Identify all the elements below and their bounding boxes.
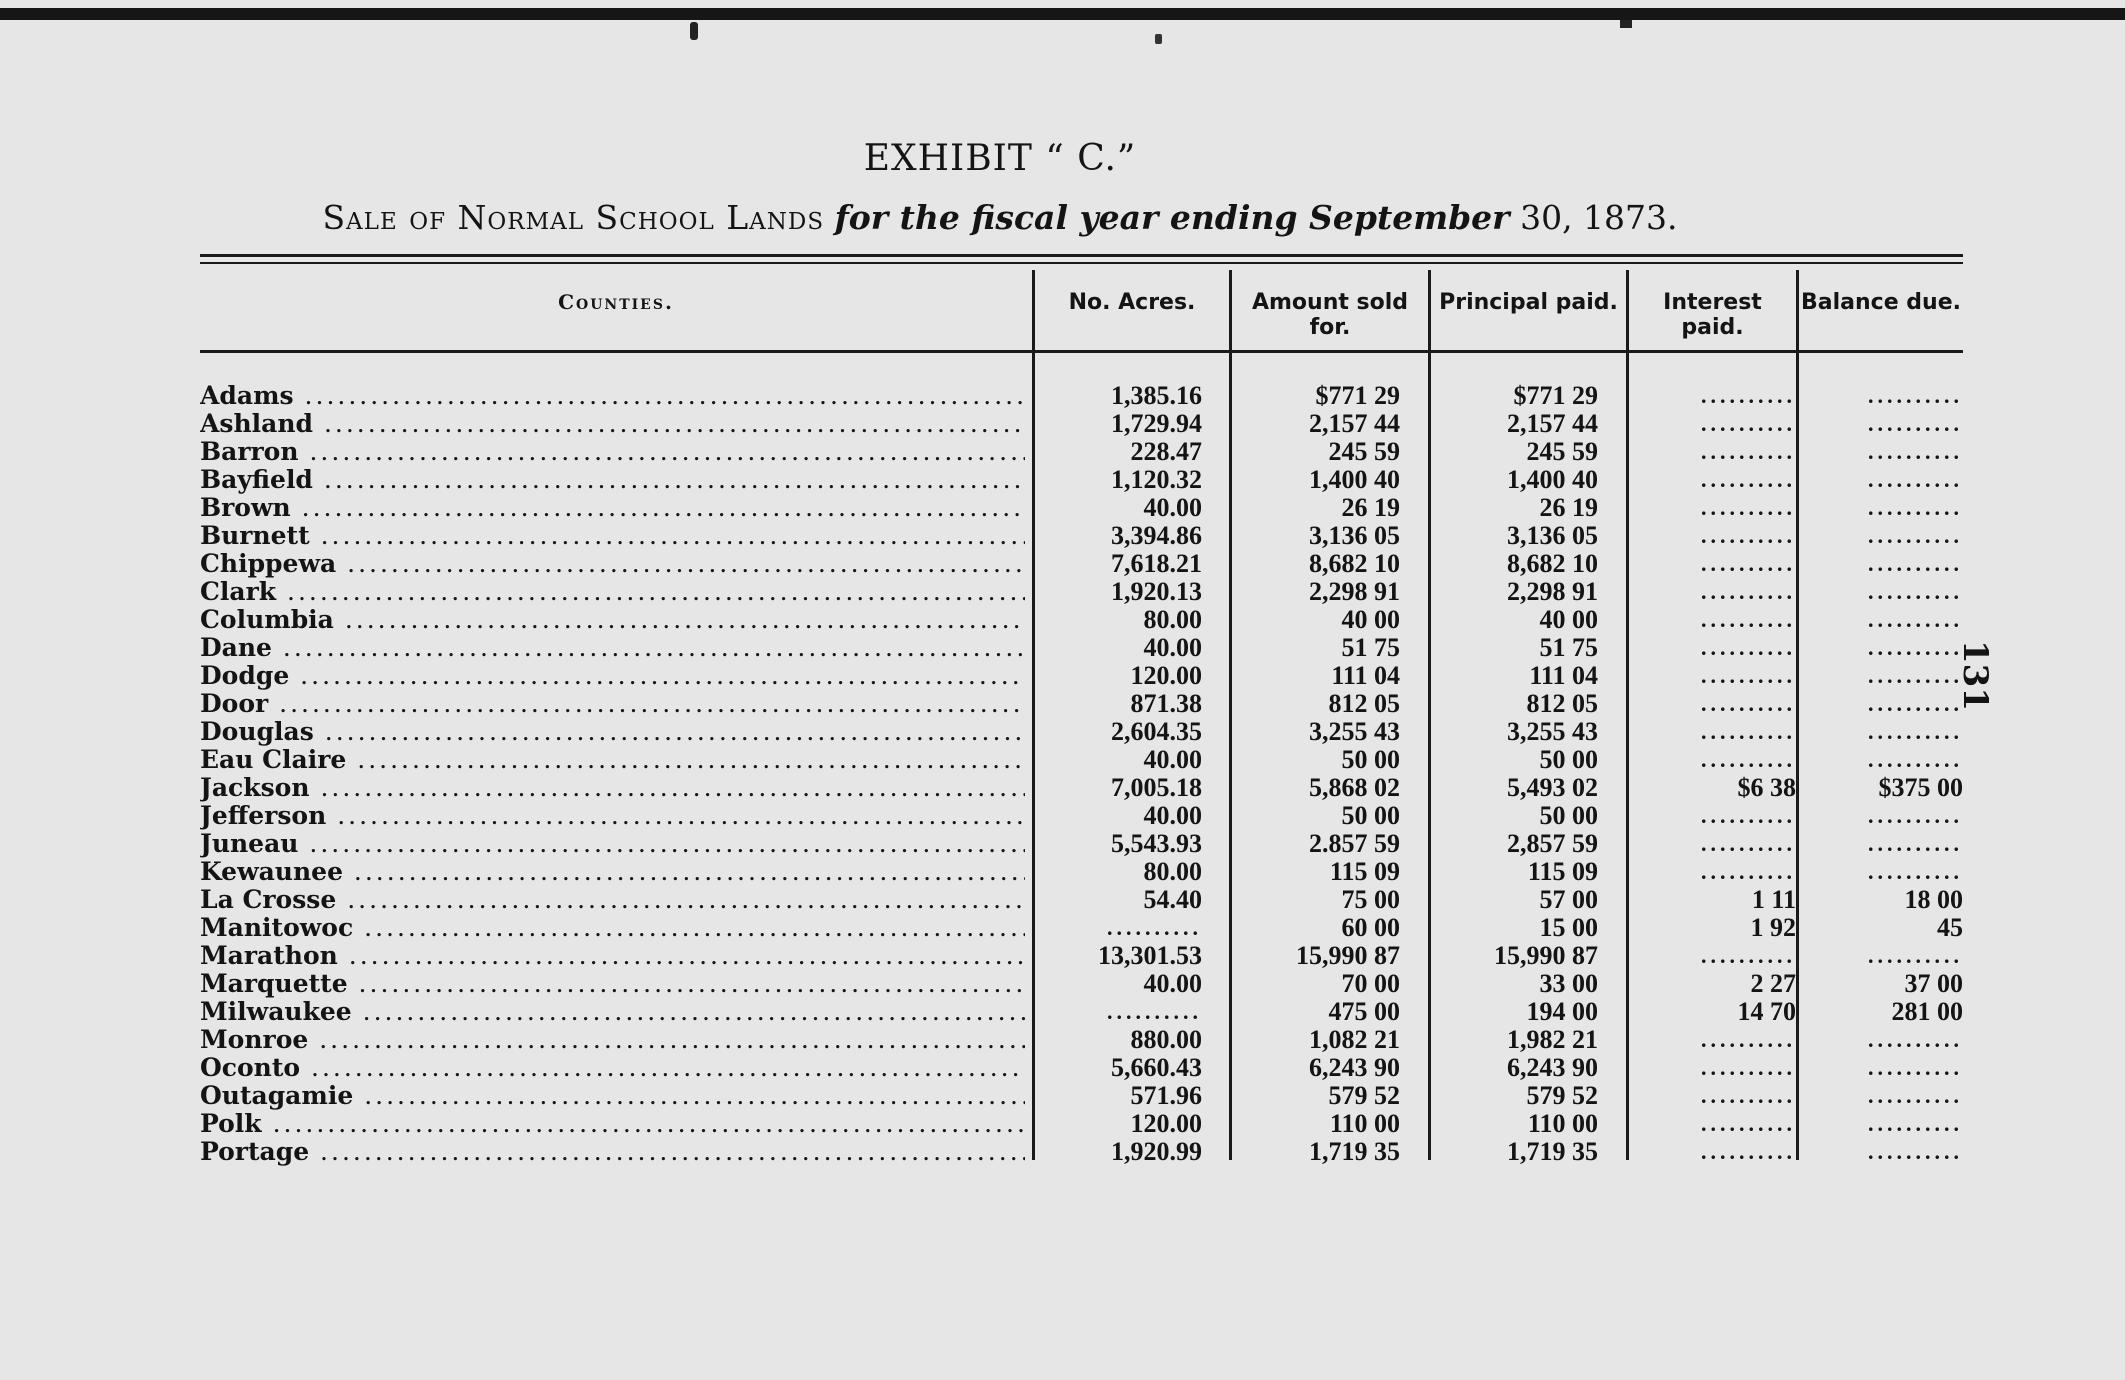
amount-sold-value: 1,400 40 [1309, 466, 1400, 494]
principal-paid-value: 51 75 [1539, 634, 1598, 662]
balance-due-value: 18 00 [1904, 886, 1963, 914]
county-name: Oconto ..... [200, 1054, 1025, 1082]
leader-dots: .......... [1701, 859, 1796, 884]
table-row [0, 746, 2125, 774]
principal-paid-value: 245 59 [1526, 438, 1598, 466]
amount-sold-value: 111 04 [1331, 662, 1400, 690]
county-name: Jefferson ..... [200, 802, 1025, 830]
amount-sold-value: 2,298 91 [1309, 578, 1400, 606]
leader-dots: .......... [1868, 1083, 1963, 1108]
interest-paid-value: 2 27 [1750, 970, 1796, 998]
amount-sold-value: 1,719 35 [1309, 1138, 1400, 1166]
top-border-rule [0, 8, 2125, 20]
county-name: Adams ..... [200, 382, 1025, 410]
table-row [0, 1054, 2125, 1082]
leader-dots: .......... [1868, 495, 1963, 520]
principal-paid-value: 3,255 43 [1507, 718, 1598, 746]
acres-value: 40.00 [1143, 970, 1202, 998]
leader-dots: .......... [1868, 859, 1963, 884]
leader-dots: .......... [1701, 495, 1796, 520]
amount-sold-value: 1,082 21 [1309, 1026, 1400, 1054]
principal-paid-value: $771 29 [1513, 382, 1598, 410]
amount-sold-value: 15,990 87 [1296, 942, 1400, 970]
leader-dots: .......... [1107, 915, 1202, 940]
interest-paid-value: $6 38 [1737, 774, 1796, 802]
acres-value: 40.00 [1143, 802, 1202, 830]
leader-dots: .......... [1701, 635, 1796, 660]
amount-sold-value: 75 00 [1341, 886, 1400, 914]
acres-value: 40.00 [1143, 634, 1202, 662]
acres-value: 80.00 [1143, 858, 1202, 886]
subtitle-date: 30, 1873. [1520, 198, 1678, 237]
balance-due-value: 45 [1937, 914, 1963, 942]
table-top-rule [200, 254, 1963, 257]
amount-sold-value: 475 00 [1328, 998, 1400, 1026]
acres-value: 120.00 [1130, 662, 1202, 690]
balance-due-value: 37 00 [1904, 970, 1963, 998]
acres-value: 40.00 [1143, 746, 1202, 774]
leader-dots: .......... [1701, 1139, 1796, 1164]
acres-value: 40.00 [1143, 494, 1202, 522]
principal-paid-value: 1,719 35 [1507, 1138, 1598, 1166]
table-row [0, 718, 2125, 746]
leader-dots: .......... [1868, 747, 1963, 772]
principal-paid-value: 115 09 [1527, 858, 1598, 886]
leader-dots: .......... [1868, 803, 1963, 828]
principal-paid-value: 2,298 91 [1507, 578, 1598, 606]
county-name: Eau Claire ..... [200, 746, 1025, 774]
county-name: La Crosse ..... [200, 886, 1025, 914]
leader-dots: .......... [1868, 1111, 1963, 1136]
principal-paid-value: 1,400 40 [1507, 466, 1598, 494]
acres-value: 5,660.43 [1111, 1054, 1202, 1082]
table-row [0, 1082, 2125, 1110]
table-row [0, 662, 2125, 690]
acres-value: 571.96 [1130, 1082, 1202, 1110]
county-name: Portage ..... [200, 1138, 1025, 1166]
header-counties: Counties. [558, 290, 674, 314]
table-row [0, 858, 2125, 886]
table-row [0, 914, 2125, 942]
leader-dots: .......... [1701, 383, 1796, 408]
table-row [0, 970, 2125, 998]
principal-paid-value: 50 00 [1539, 746, 1598, 774]
principal-paid-value: 2,157 44 [1507, 410, 1598, 438]
leader-dots: .......... [1701, 1055, 1796, 1080]
header-interest-paid: Interest paid. [1663, 290, 1762, 340]
leader-dots: .......... [1701, 663, 1796, 688]
principal-paid-value: 57 00 [1539, 886, 1598, 914]
subtitle-italic: for the fiscal year ending September [834, 198, 1510, 237]
county-name: Juneau ..... [200, 830, 1025, 858]
principal-paid-value: 812 05 [1526, 690, 1598, 718]
county-name: Clark ..... [200, 578, 1025, 606]
amount-sold-value: 50 00 [1341, 746, 1400, 774]
leader-dots: .......... [1868, 467, 1963, 492]
leader-dots: .......... [1701, 803, 1796, 828]
ink-mark [1620, 20, 1632, 28]
leader-dots: .......... [1868, 439, 1963, 464]
amount-sold-value: 40 00 [1341, 606, 1400, 634]
header-principal-paid: Principal paid. [1439, 290, 1618, 315]
leader-dots: .......... [1701, 719, 1796, 744]
acres-value: 120.00 [1130, 1110, 1202, 1138]
leader-dots: .......... [1701, 1083, 1796, 1108]
page-number: 131 [1955, 640, 1995, 711]
leader-dots: .......... [1701, 551, 1796, 576]
county-name: Douglas ..... [200, 718, 1025, 746]
county-name: Columbia ..... [200, 606, 1025, 634]
header-acres: No. Acres. [1068, 290, 1196, 315]
table-row [0, 802, 2125, 830]
county-name: Ashland ..... [200, 410, 1025, 438]
amount-sold-value: 70 00 [1341, 970, 1400, 998]
leader-dots: .......... [1868, 943, 1963, 968]
amount-sold-value: 2,157 44 [1309, 410, 1400, 438]
county-name: Outagamie ..... [200, 1082, 1025, 1110]
interest-paid-value: 1 92 [1750, 914, 1796, 942]
principal-paid-value: 6,243 90 [1507, 1054, 1598, 1082]
ink-mark [1155, 34, 1162, 44]
principal-paid-value: 3,136 05 [1507, 522, 1598, 550]
principal-paid-value: 5,493 02 [1507, 774, 1598, 802]
table-row [0, 886, 2125, 914]
table-row [0, 550, 2125, 578]
leader-dots: .......... [1701, 467, 1796, 492]
table-row [0, 578, 2125, 606]
county-name: Milwaukee ..... [200, 998, 1025, 1026]
leader-dots: .......... [1701, 691, 1796, 716]
acres-value: 1,385.16 [1111, 382, 1202, 410]
leader-dots: .......... [1701, 607, 1796, 632]
leader-dots: .......... [1868, 691, 1963, 716]
leader-dots: .......... [1701, 1027, 1796, 1052]
amount-sold-value: 6,243 90 [1309, 1054, 1400, 1082]
amount-sold-value: 5,868 02 [1309, 774, 1400, 802]
table-row [0, 1026, 2125, 1054]
acres-value: 1,120.32 [1111, 466, 1202, 494]
county-name: Dane ..... [200, 634, 1025, 662]
leader-dots: .......... [1868, 411, 1963, 436]
table-row [0, 1138, 2125, 1166]
leader-dots: .......... [1868, 607, 1963, 632]
balance-due-value: 281 00 [1891, 998, 1963, 1026]
interest-paid-value: 1 11 [1751, 886, 1796, 914]
leader-dots: .......... [1868, 831, 1963, 856]
county-name: Brown ..... [200, 494, 1025, 522]
amount-sold-value: 245 59 [1328, 438, 1400, 466]
amount-sold-value: 2.857 59 [1309, 830, 1400, 858]
amount-sold-value: $771 29 [1315, 382, 1400, 410]
leader-dots: .......... [1701, 411, 1796, 436]
county-name: Door ..... [200, 690, 1025, 718]
leader-dots: .......... [1868, 719, 1963, 744]
table-row [0, 410, 2125, 438]
amount-sold-value: 3,255 43 [1309, 718, 1400, 746]
table-row [0, 830, 2125, 858]
acres-value: 54.40 [1143, 886, 1202, 914]
leader-dots: .......... [1701, 579, 1796, 604]
principal-paid-value: 194 00 [1526, 998, 1598, 1026]
principal-paid-value: 2,857 59 [1507, 830, 1598, 858]
amount-sold-value: 51 75 [1341, 634, 1400, 662]
principal-paid-value: 33 00 [1539, 970, 1598, 998]
amount-sold-value: 115 09 [1329, 858, 1400, 886]
county-name: Marathon ..... [200, 942, 1025, 970]
leader-dots: .......... [1701, 523, 1796, 548]
exhibit-title: EXHIBIT “ C.” [863, 138, 1137, 179]
interest-paid-value: 14 70 [1737, 998, 1796, 1026]
ink-mark [690, 22, 698, 40]
table-row [0, 774, 2125, 802]
leader-dots: .......... [1868, 523, 1963, 548]
table-row [0, 998, 2125, 1026]
county-name: Bayfield ..... [200, 466, 1025, 494]
acres-value: 3,394.86 [1111, 522, 1202, 550]
amount-sold-value: 579 52 [1328, 1082, 1400, 1110]
county-name: Dodge ..... [200, 662, 1025, 690]
table-top-rule-inner [200, 262, 1963, 264]
acres-value: 13,301.53 [1098, 942, 1202, 970]
table-row [0, 466, 2125, 494]
acres-value: 7,618.21 [1111, 550, 1202, 578]
principal-paid-value: 15,990 87 [1494, 942, 1598, 970]
leader-dots: .......... [1868, 1055, 1963, 1080]
principal-paid-value: 1,982 21 [1507, 1026, 1598, 1054]
county-name: Polk ..... [200, 1110, 1025, 1138]
subtitle-main: Sale of Normal School Lands [322, 198, 825, 237]
header-balance-due: Balance due. [1801, 290, 1961, 315]
principal-paid-value: 110 00 [1527, 1110, 1598, 1138]
leader-dots: .......... [1868, 635, 1963, 660]
principal-paid-value: 15 00 [1539, 914, 1598, 942]
table-body [0, 382, 2125, 1166]
balance-due-value: $375 00 [1878, 774, 1963, 802]
header-bottom-rule [200, 350, 1963, 353]
table-row [0, 606, 2125, 634]
amount-sold-value: 60 00 [1341, 914, 1400, 942]
leader-dots: .......... [1701, 943, 1796, 968]
principal-paid-value: 50 00 [1539, 802, 1598, 830]
leader-dots: .......... [1868, 1027, 1963, 1052]
principal-paid-value: 111 04 [1529, 662, 1598, 690]
acres-value: 5,543.93 [1111, 830, 1202, 858]
principal-paid-value: 26 19 [1539, 494, 1598, 522]
amount-sold-value: 812 05 [1328, 690, 1400, 718]
amount-sold-value: 110 00 [1329, 1110, 1400, 1138]
table-row [0, 1110, 2125, 1138]
acres-value: 2,604.35 [1111, 718, 1202, 746]
county-name: Manitowoc ..... [200, 914, 1025, 942]
leader-dots: .......... [1701, 831, 1796, 856]
county-name: Marquette ..... [200, 970, 1025, 998]
acres-value: 1,920.99 [1111, 1138, 1202, 1166]
county-name: Jackson ..... [200, 774, 1025, 802]
amount-sold-value: 8,682 10 [1309, 550, 1400, 578]
county-name: Chippewa ..... [200, 550, 1025, 578]
acres-value: 871.38 [1130, 690, 1202, 718]
acres-value: 1,729.94 [1111, 410, 1202, 438]
table-row [0, 438, 2125, 466]
acres-value: 7,005.18 [1111, 774, 1202, 802]
leader-dots: .......... [1868, 551, 1963, 576]
leader-dots: .......... [1868, 579, 1963, 604]
leader-dots: .......... [1868, 1139, 1963, 1164]
leader-dots: .......... [1701, 439, 1796, 464]
principal-paid-value: 40 00 [1539, 606, 1598, 634]
leader-dots: .......... [1701, 747, 1796, 772]
county-name: Barron ..... [200, 438, 1025, 466]
acres-value: 228.47 [1130, 438, 1202, 466]
table-subtitle [0, 198, 2000, 237]
leader-dots: .......... [1701, 1111, 1796, 1136]
header-amount-sold: Amount sold for. [1251, 290, 1409, 340]
amount-sold-value: 3,136 05 [1309, 522, 1400, 550]
acres-value: 880.00 [1130, 1026, 1202, 1054]
principal-paid-value: 579 52 [1526, 1082, 1598, 1110]
county-name: Burnett ..... [200, 522, 1025, 550]
table-row [0, 634, 2125, 662]
principal-paid-value: 8,682 10 [1507, 550, 1598, 578]
county-name: Monroe ..... [200, 1026, 1025, 1054]
acres-value: 1,920.13 [1111, 578, 1202, 606]
amount-sold-value: 26 19 [1341, 494, 1400, 522]
leader-dots: .......... [1868, 383, 1963, 408]
leader-dots: .......... [1107, 999, 1202, 1024]
county-name: Kewaunee ..... [200, 858, 1025, 886]
table-row [0, 522, 2125, 550]
table-row [0, 690, 2125, 718]
acres-value: 80.00 [1143, 606, 1202, 634]
table-row [0, 942, 2125, 970]
leader-dots: .......... [1868, 663, 1963, 688]
table-row [0, 382, 2125, 410]
amount-sold-value: 50 00 [1341, 802, 1400, 830]
table-row [0, 494, 2125, 522]
